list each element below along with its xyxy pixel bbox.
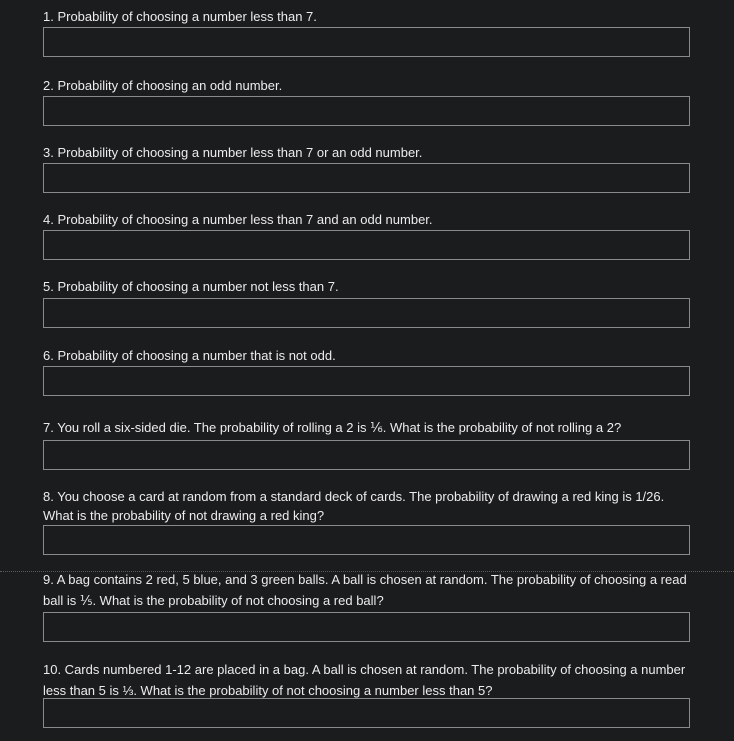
question-8-text: 8. You choose a card at random from a standard deck of cards. The probability of drawing a red king is 1/26. What is the probability of not drawing a red king? (43, 489, 665, 523)
answer-3-input[interactable] (43, 163, 690, 193)
answer-8-input[interactable] (43, 525, 690, 555)
answer-7-input[interactable] (43, 440, 690, 470)
question-7-text: 7. You roll a six-sided die. The probability of rolling a 2 is ⅙. What is the probability of not rolling a 2? (43, 420, 622, 435)
answer-2-input[interactable] (43, 96, 690, 126)
question-4-text: 4. Probability of choosing a number less than 7 and an odd number. (43, 212, 433, 227)
answer-1-input[interactable] (43, 27, 690, 57)
answer-4-input[interactable] (43, 230, 690, 260)
answer-5-input[interactable] (43, 298, 690, 328)
answer-6-input[interactable] (43, 366, 690, 396)
question-9-text: 9. A bag contains 2 red, 5 blue, and 3 green balls. A ball is chosen at random. The probability of choosing a read ball is ⅕. What is the probability of not choosing a red ball? (43, 572, 687, 608)
answer-10-input[interactable] (43, 698, 690, 728)
answer-9-input[interactable] (43, 612, 690, 642)
question-1-text: 1. Probability of choosing a number less than 7. (43, 9, 317, 24)
question-6-text: 6. Probability of choosing a number that is not odd. (43, 348, 336, 363)
question-3-text: 3. Probability of choosing a number less than 7 or an odd number. (43, 145, 423, 160)
question-2-text: 2. Probability of choosing an odd number. (43, 78, 283, 93)
question-10-text: 10. Cards numbered 1-12 are placed in a bag. A ball is chosen at random. The probability of choosing a number less than 5 is ⅓. What is the probability of not choosing a number less than 5? (43, 662, 686, 698)
question-5-text: 5. Probability of choosing a number not less than 7. (43, 279, 339, 294)
